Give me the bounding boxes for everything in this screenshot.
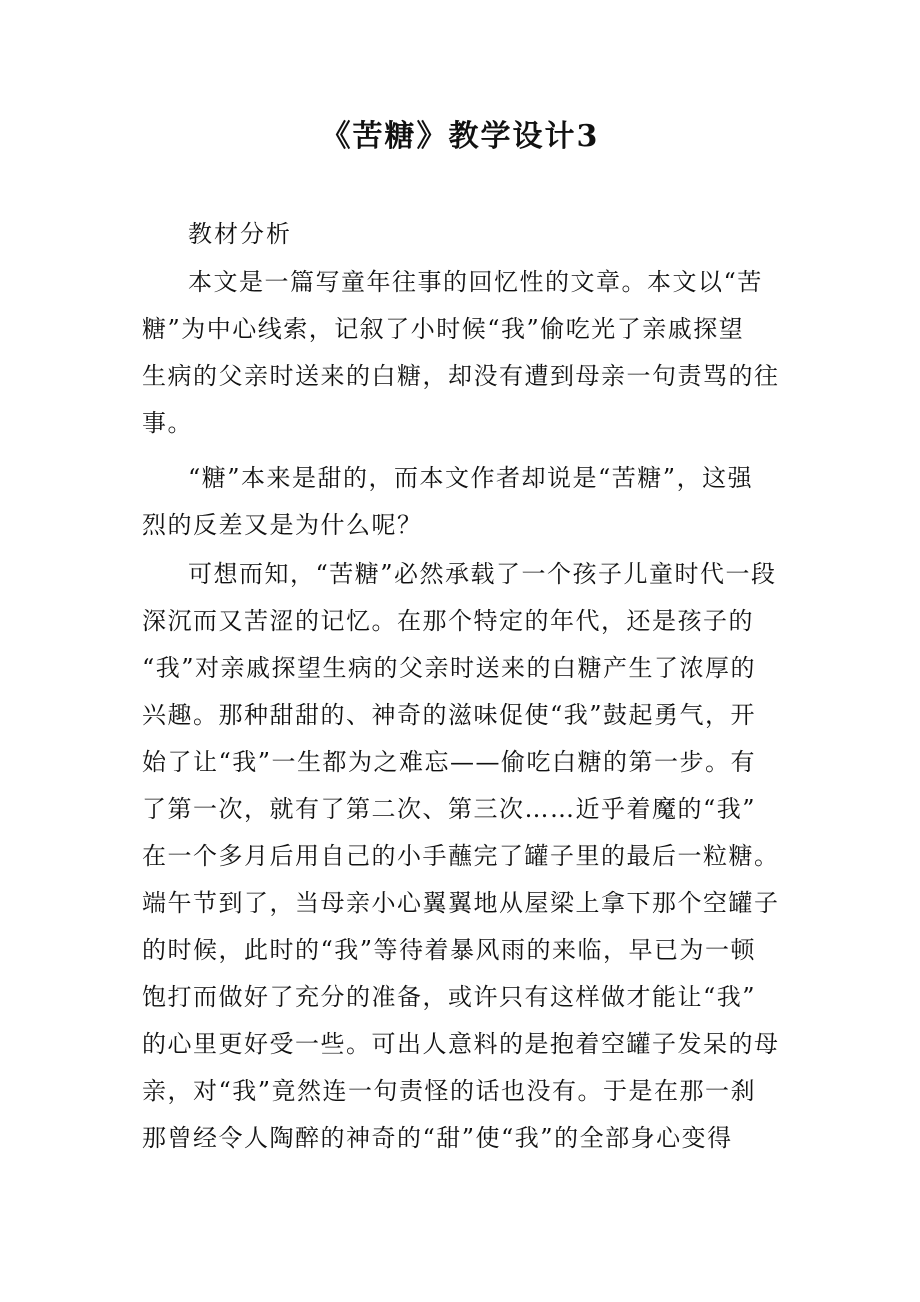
paragraph-line: 那曾经令人陶醉的神奇的“甜”使“我”的全部身心变得 (142, 1124, 733, 1152)
section-heading: 教材分析 (188, 220, 292, 248)
paragraph-line: 的心里更好受一些。可出人意料的是抱着空罐子发呆的母 (142, 1030, 780, 1058)
paragraph-line: “我”对亲戚探望生病的父亲时送来的白糖产生了浓厚的 (142, 654, 757, 682)
document-title: 《苦糖》教学设计3 (320, 119, 600, 154)
paragraph-line: 始了让“我”一生都为之难忘——偷吃白糖的第一步。有 (142, 748, 757, 776)
paragraph-line: 事。 (142, 409, 193, 437)
paragraph-line: 生病的父亲时送来的白糖，却没有遭到母亲一句责骂的往 (142, 362, 780, 390)
paragraph-line: 的时候，此时的“我”等待着暴风雨的来临，早已为一顿 (142, 936, 757, 964)
paragraph-line: 了第一次，就有了第二次、第三次……近乎着魔的“我” (142, 795, 757, 823)
paragraph-line: 本文是一篇写童年往事的回忆性的文章。本文以“苦 (188, 268, 763, 296)
paragraph-line: 在一个多月后用自己的小手蘸完了罐子里的最后一粒糖。 (142, 842, 780, 870)
paragraph-line: “糖”本来是甜的，而本文作者却说是“苦糖”，这强 (188, 464, 754, 492)
paragraph-line: 亲，对“我”竟然连一句责怪的话也没有。于是在那一刹 (142, 1077, 757, 1105)
paragraph-line: 糖”为中心线索，记叙了小时候“我”偷吃光了亲戚探望 (142, 315, 745, 343)
paragraph-line: 端午节到了，当母亲小心翼翼地从屋梁上拿下那个空罐子 (142, 889, 780, 917)
paragraph-line: 饱打而做好了充分的准备，或许只有这样做才能让“我” (142, 983, 757, 1011)
paragraph-line: 兴趣。那种甜甜的、神奇的滋味促使“我”鼓起勇气，开 (142, 701, 757, 729)
paragraph-line: 可想而知，“苦糖”必然承载了一个孩子儿童时代一段 (188, 560, 777, 588)
paragraph-line: 深沉而又苦涩的记忆。在那个特定的年代，还是孩子的 (142, 607, 754, 635)
paragraph-line: 烈的反差又是为什么呢？ (142, 511, 423, 539)
